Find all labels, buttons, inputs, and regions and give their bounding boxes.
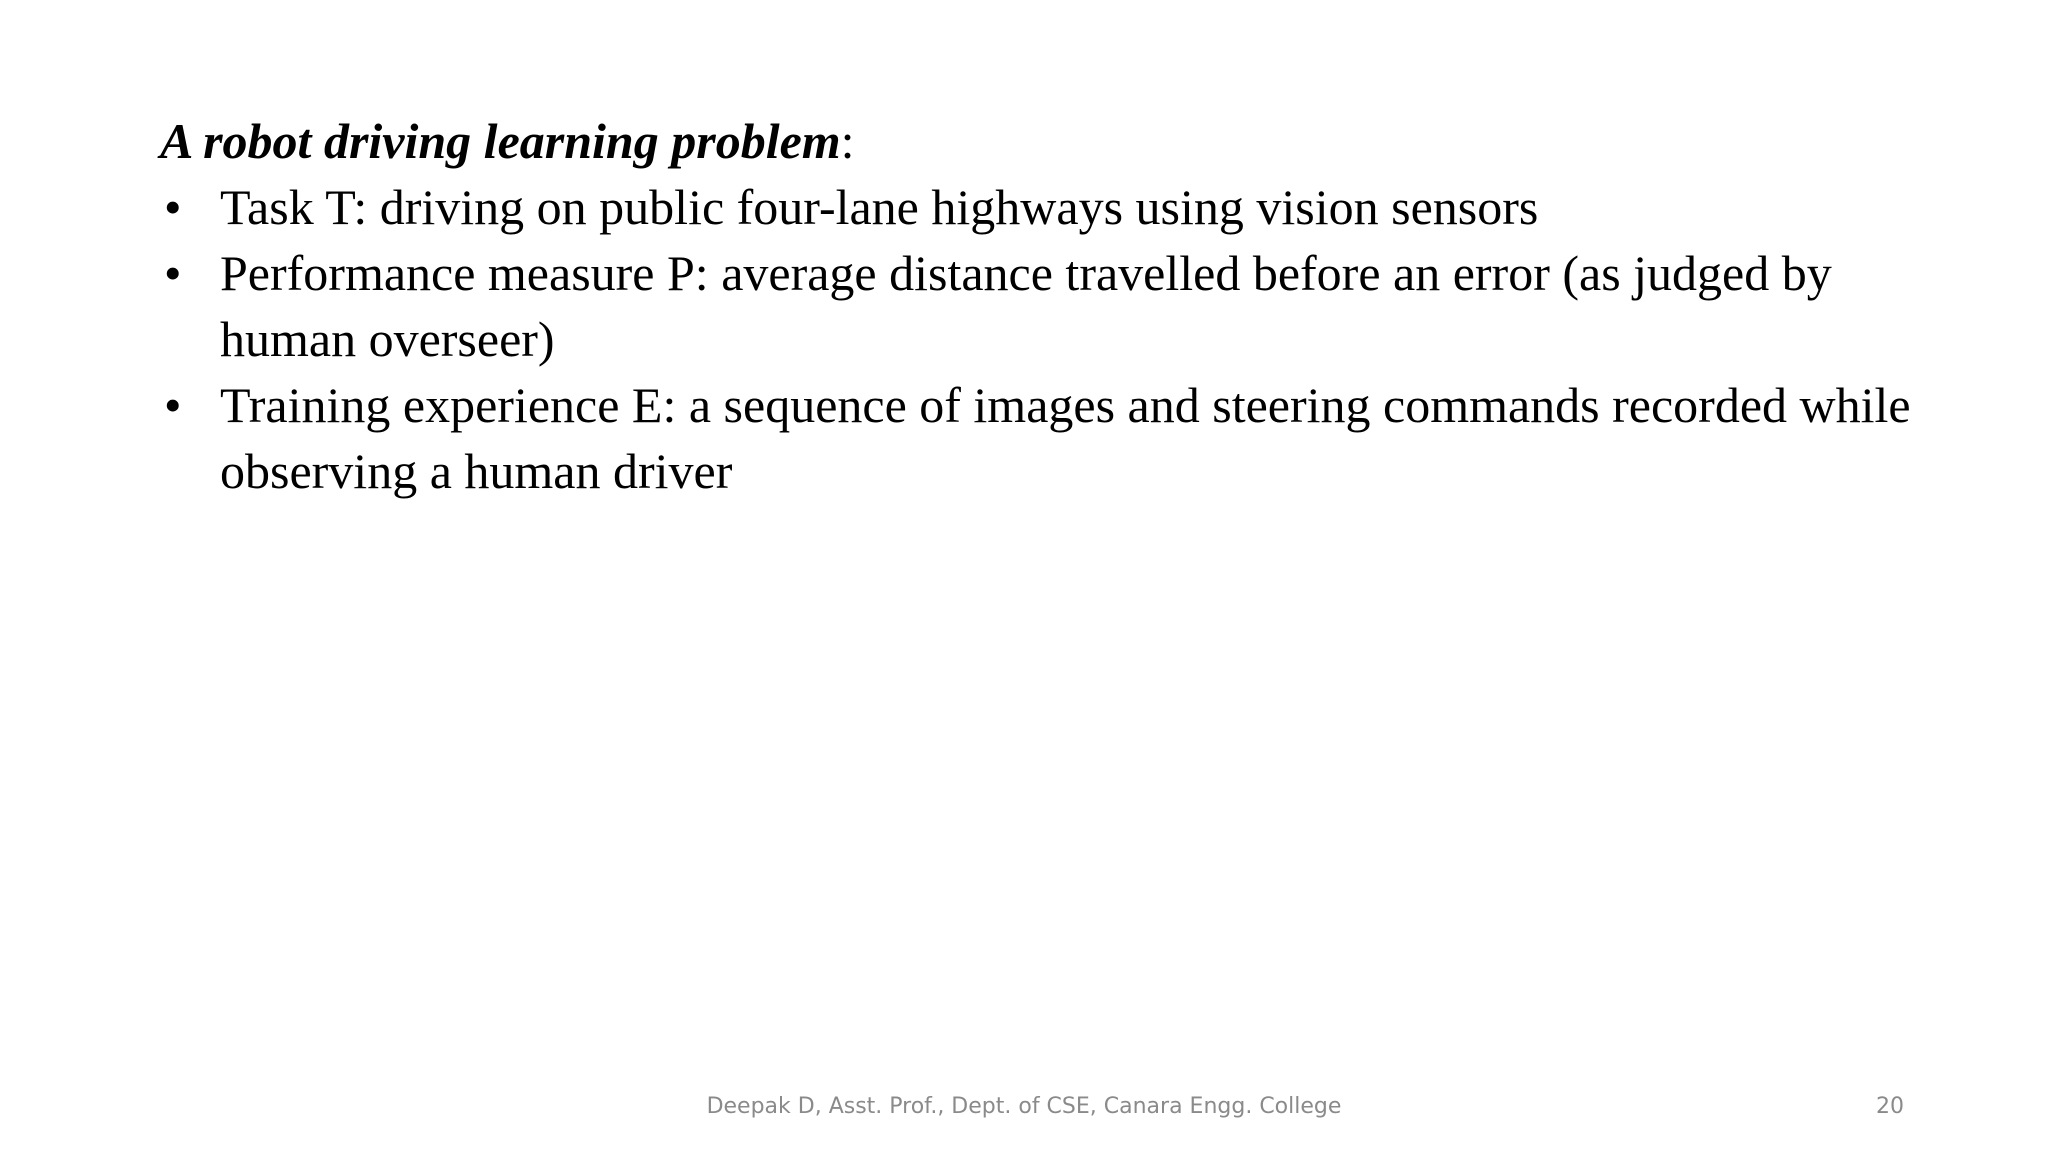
page-number: 20 (1876, 1094, 1904, 1119)
slide-heading-emphasis: A robot driving learning problem (160, 113, 841, 169)
bullet-dot-icon: • (164, 377, 182, 433)
bullet-text: Performance measure P: average distance travelled before an error (as judged by human overseer) (220, 245, 1832, 367)
bullet-text: Task T: driving on public four-lane highways using vision sensors (220, 179, 1539, 235)
bullet-item-training (160, 372, 1920, 504)
bullet-item-task (160, 174, 1920, 240)
bullet-text: Training experience E: a sequence of images and steering commands recorded while observing a human driver (220, 377, 1911, 499)
bullet-dot-icon: • (164, 245, 182, 301)
slide-heading (160, 108, 1920, 174)
slide-content (160, 108, 1920, 504)
bullet-list (160, 174, 1920, 504)
slide-footer: Deepak D, Asst. Prof., Dept. of CSE, Canara Engg. College (706, 1094, 1342, 1119)
bullet-dot-icon: • (164, 179, 182, 235)
slide-heading-suffix: : (840, 113, 855, 169)
bullet-item-performance (160, 240, 1920, 372)
